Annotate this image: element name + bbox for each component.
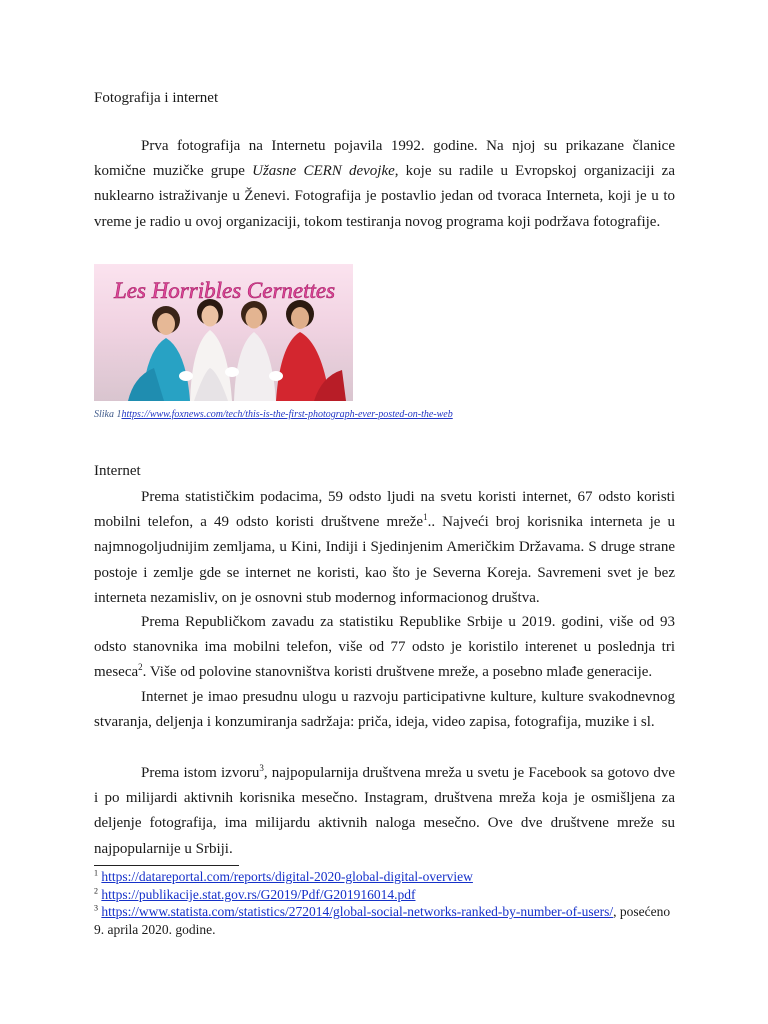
band-photo [94,264,353,401]
footnote-1 [94,868,675,886]
footnotes [94,868,675,938]
paragraph-participative-culture: Internet je imao presudnu ulogu u razvoju participativne kulture, kulture svakodnevnog stvaranja, deljenja i konzumiranja sadržaja: priča, ideja, video zapisa, fotografija, muzike i sl. [94,689,675,731]
paragraph-text: . Više od polovine stanovništva koristi društvene mreže, a posebno mlađe generacije. [142,664,653,681]
caption-label: Slika 1 [94,409,122,420]
footnote-ref-1[interactable]: 1 [423,512,428,523]
caption-link[interactable]: https://www.foxnews.com/tech/this-is-the-first-photograph-ever-posted-on-the-web [121,409,453,420]
footnote-suffix: , posećeno 9. aprila 2020. godine. [94,904,671,937]
paragraph-text: .. Najveći broj korisnika interneta je u najmnogoljudnijim zemljama, u Kini, Indiji i Sjedinjenim Američkim Državama. S druge strane postoje i zemlje gde se internet ne koristi, kao što je Severna Koreja. Savremeni svet je bez interneta nezamisliv, on je osnovni stub modernog informacionog društva. [94,514,675,606]
band-photo-illustration [94,264,353,401]
footnote-2 [94,886,675,904]
footnote-ref-2[interactable]: 2 [138,662,143,673]
footnote-3 [94,903,675,938]
paragraph-text: Prema Republičkom zavadu za statistiku Republike Srbije u 2019. godini, više od 93 odsto stanovnika ima mobilni telefon, više od 77 odsto je koristilo interenet u poslednja tri meseca [94,614,675,681]
band-name: Užasne CERN devojke [252,163,395,180]
paragraph-text: Prva fotografija na Internetu pojavila 1992. godine. Na njoj su prikazane članice komične muzičke grupe [94,138,675,180]
footnote-number: 1 [94,868,98,878]
paragraph-statistics [94,485,675,611]
band-logo-text: Les Horribles Cernettes [114,278,336,303]
paragraph-serbia-statistics [94,610,675,686]
footnote-ref-3[interactable]: 3 [259,763,264,773]
section-title-internet: Internet [94,463,141,479]
paragraph-text: , najpopularnija društvena mreža u svetu je Facebook sa gotovo dve i po milijardi aktivnih korisnika mesečno. Instagram, društvena mreža koja je osmišljena za deljenje fotografija, ima milijardu aktivnih naloga mesečno. Ove dve društvene mreže su najpopularnije u Srbiji. [94,765,675,857]
footnote-link[interactable]: https://publikacije.stat.gov.rs/G2019/Pdf/G201916014.pdf [101,886,416,902]
footnote-number: 2 [94,886,98,896]
paragraph-text: , koje su radile u Evropskoj organizaciji za nuklearno istraživanje u Ženevi. Fotografija je postavlio jedan od tvoraca Interneta, koji je u to vreme je radio u ovoj organizaciji, tokom testiranja novog programa koji podržava fotografije. [94,163,675,230]
footnote-link[interactable]: https://datareportal.com/reports/digital-2020-global-digital-overview [101,869,473,884]
paragraph-first-photo [94,134,675,235]
figure-caption [94,408,453,422]
footnote-number: 3 [94,903,98,913]
paragraph-social-networks [94,761,675,862]
section-title-photography: Fotografija i internet [94,90,219,106]
paragraph-text: Prema statističkim podacima, 59 odsto ljudi na svetu koristi internet, 67 odsto koristi mobilni telefon, a 49 odsto koristi društvene mreže [94,489,675,531]
footnote-link[interactable]: https://www.statista.com/statistics/272014/global-social-networks-ranked-by-number-of-users/ [101,904,614,920]
paragraph-text: Prema istom izvoru [141,765,260,781]
footnote-separator [94,865,239,866]
